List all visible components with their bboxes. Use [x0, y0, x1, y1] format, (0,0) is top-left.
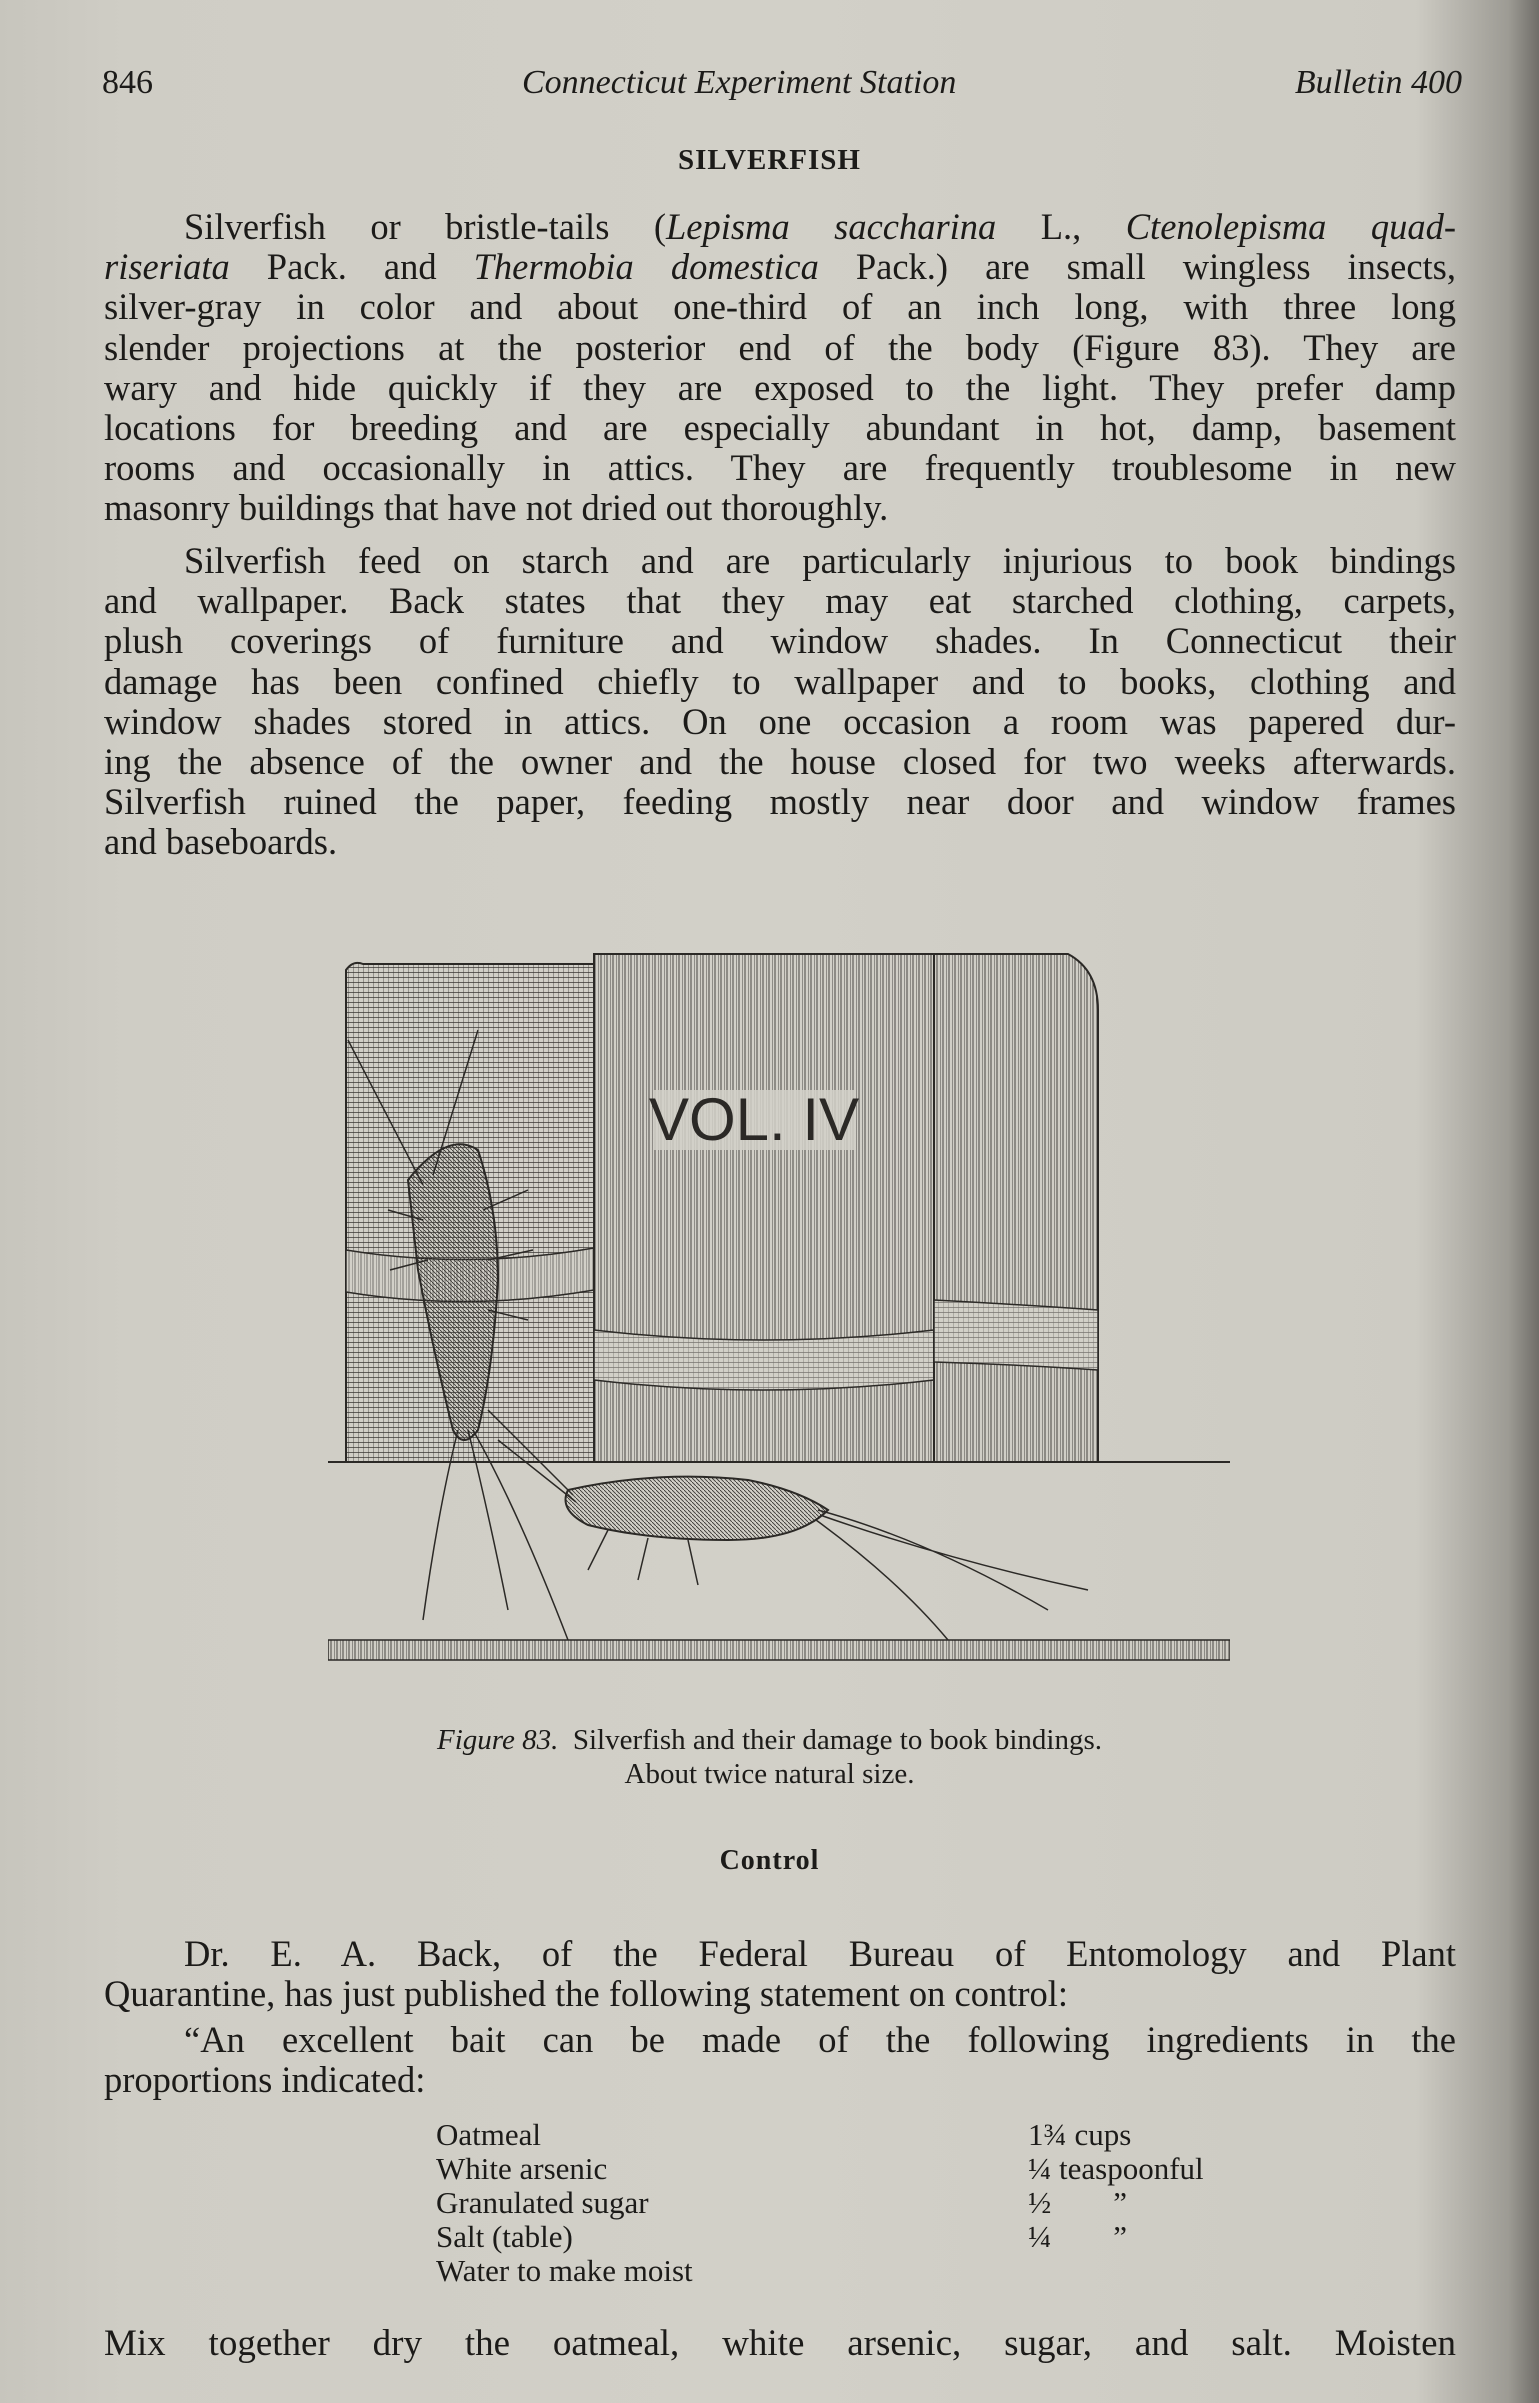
text-line: Mix together dry the oatmeal, white arsenic, sugar, and salt. Moisten [104, 2323, 1456, 2364]
section-title: SILVERFISH [677, 144, 861, 176]
text-line: Dr. E. A. Back, of the Federal Bureau of Entomology and Plant [184, 1933, 1456, 1974]
ingredient-quantity: 1¾ cups [1028, 2117, 1132, 2152]
text-line: riseriata Pack. and Thermobia domestica Pack.) are small wingless insects, [104, 246, 1457, 288]
text-line: silver-gray in color and about one-third of an inch long, with three long [104, 286, 1456, 328]
ingredients-list [436, 2118, 1336, 2288]
figure-label: Figure 83. [436, 1724, 559, 1756]
text-line: locations for breeding and are especially abundant in hot, damp, basement [104, 407, 1456, 449]
control-heading: Control [719, 1845, 820, 1876]
ingredient-row [436, 2220, 1336, 2254]
text-line: rooms and occasionally in attics. They are frequently troublesome in new [104, 447, 1456, 489]
silverfish-book-illustration [328, 950, 1230, 1682]
caption-line-2: About twice natural size. [624, 1758, 915, 1790]
text-line: Silverfish ruined the paper, feeding mostly near door and window frames [104, 781, 1456, 823]
ingredient-name: White arsenic [436, 2151, 608, 2186]
bulletin-number: Bulletin 400 [1294, 64, 1462, 101]
ingredient-row [436, 2152, 1336, 2186]
book-middle [594, 954, 934, 1462]
caption-text: Silverfish and their damage to book bindings. [572, 1724, 1103, 1756]
ingredient-quantity: ¼ ” [1028, 2219, 1128, 2254]
paragraph-bait-intro [104, 2020, 1456, 2100]
text-line: and baseboards. [104, 821, 338, 863]
ingredient-name: Salt (table) [436, 2219, 573, 2254]
text-line: slender projections at the posterior end of the body (Figure 83). They are [104, 326, 1456, 368]
text-line: “An excellent bait can be made of the following ingredients in the [184, 2019, 1456, 2060]
ingredient-row [436, 2118, 1336, 2152]
text-line: Silverfish or bristle-tails (Lepisma saccharina L., Ctenolepisma quad- [184, 206, 1457, 247]
ingredient-quantity: ¼ teaspoonful [1028, 2151, 1204, 2186]
publication-title: Connecticut Experiment Station [522, 64, 957, 101]
figure-caption [0, 1723, 1539, 1791]
text-line: proportions indicated: [104, 2059, 426, 2101]
spine-label: VOL. IV [648, 1086, 860, 1153]
ingredient-name: Granulated sugar [436, 2185, 649, 2220]
text-line: window shades stored in attics. On one occasion a room was papered dur- [104, 700, 1456, 742]
text-line: Silverfish feed on starch and are particularly injurious to book bindings [184, 540, 1456, 581]
book-right [934, 954, 1098, 1462]
ingredient-quantity: ½ ” [1028, 2185, 1128, 2220]
page-number: 846 [102, 64, 153, 101]
text-line: masonry buildings that have not dried out thoroughly. [104, 487, 889, 529]
running-head [102, 64, 1462, 104]
paragraph-silverfish-damage [104, 541, 1456, 863]
ingredient-row [436, 2186, 1336, 2220]
paragraph-mix-instructions [104, 2322, 1456, 2365]
ingredient-name: Oatmeal [436, 2117, 542, 2152]
caption-line-1 [0, 1723, 1539, 1757]
text-line: and wallpaper. Back states that they may eat starched clothing, carpets, [104, 580, 1456, 622]
text-line: plush coverings of furniture and window shades. In Connecticut their [104, 620, 1456, 662]
figure-83-illustration [328, 950, 1230, 1682]
paragraph-silverfish-description [104, 207, 1456, 529]
ingredient-name: Water to make moist [436, 2253, 693, 2288]
paragraph-back-statement [104, 1934, 1456, 2014]
text-line: wary and hide quickly if they are exposed to the light. They prefer damp [104, 366, 1456, 408]
text-line: Quarantine, has just published the following statement on control: [104, 1973, 1069, 2015]
text-line: damage has been confined chiefly to wallpaper and to books, clothing and [104, 660, 1456, 702]
ingredient-row [436, 2254, 1336, 2288]
text-line: ing the absence of the owner and the house closed for two weeks afterwards. [104, 741, 1456, 783]
